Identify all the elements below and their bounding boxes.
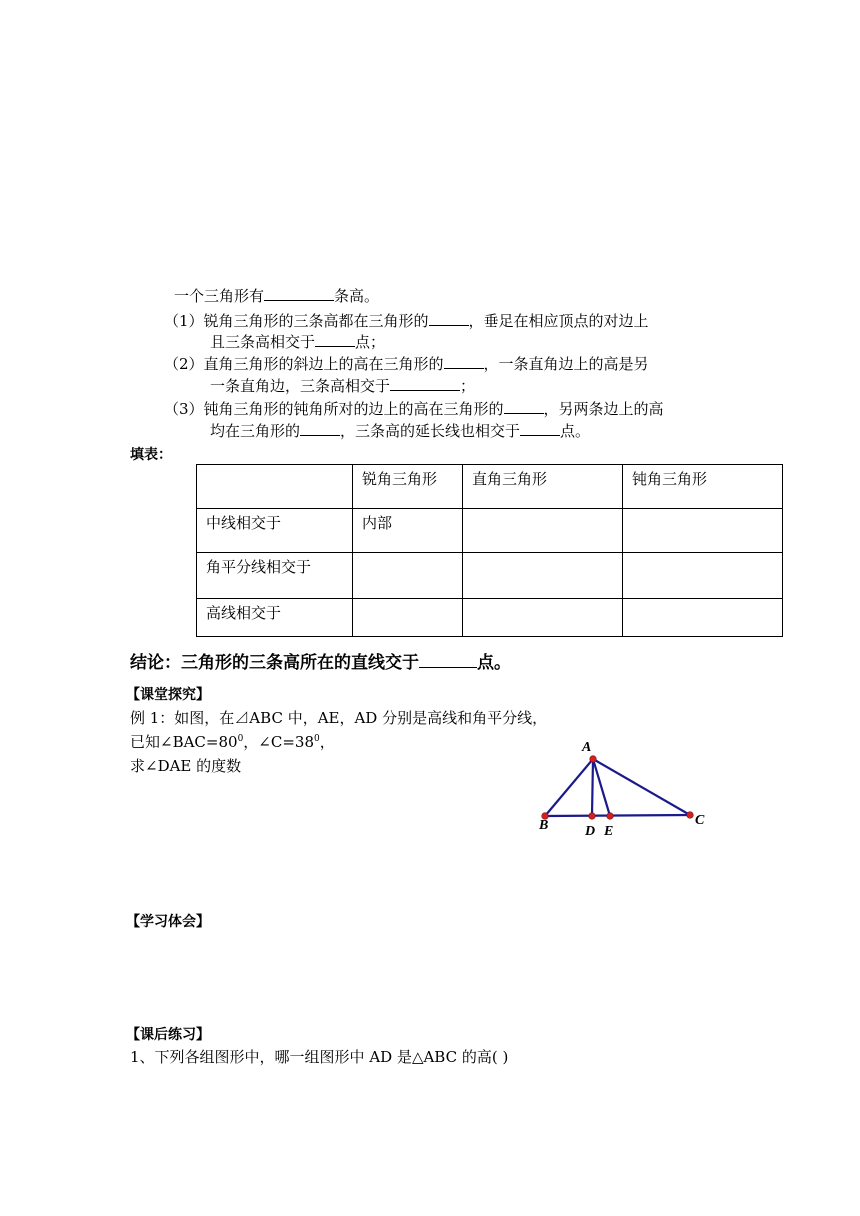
table-cell[interactable]: 内部 xyxy=(353,509,463,553)
intro-line-0: 一个三角形有 条高。 xyxy=(174,287,380,305)
table-row xyxy=(197,509,783,553)
table-cell[interactable] xyxy=(353,599,463,637)
table-row xyxy=(197,599,783,637)
row-label: 高线相交于 xyxy=(197,599,353,637)
row-label: 中线相交于 xyxy=(197,509,353,553)
table-header-row xyxy=(197,465,783,509)
blank[interactable] xyxy=(444,353,484,369)
intro-item-1: （1）锐角三角形的三条高都在三角形的 ，垂足在相应顶点的对边上 xyxy=(164,312,649,330)
section-heading-explore: 【课堂探究】 xyxy=(126,687,210,703)
intro-item-2-cont: 一条直角边，三条高相交于 ； xyxy=(210,377,476,395)
side-ab xyxy=(545,759,593,816)
label-c: C xyxy=(695,813,705,828)
table-header-cell: 锐角三角形 xyxy=(353,465,463,509)
section-heading-homework: 【课后练习】 xyxy=(126,1027,210,1043)
point-c xyxy=(687,812,694,819)
label-a: A xyxy=(582,740,592,755)
table-cell[interactable] xyxy=(463,599,623,637)
table-header-cell: 直角三角形 xyxy=(463,465,623,509)
blank[interactable] xyxy=(300,420,340,436)
blank[interactable] xyxy=(429,310,469,326)
label-b: B xyxy=(539,818,549,833)
blank[interactable] xyxy=(315,331,355,347)
table-caption: 填表： xyxy=(130,447,172,463)
example-1-line-1: 例 1：如图，在⊿ABC 中，AE，AD 分别是高线和角平分线， xyxy=(130,709,548,727)
blank[interactable] xyxy=(504,398,544,414)
blank[interactable] xyxy=(390,375,460,391)
label-e: E xyxy=(604,824,614,839)
segment-ad xyxy=(592,759,593,816)
table-cell[interactable] xyxy=(463,553,623,599)
blank[interactable] xyxy=(520,420,560,436)
table-cell[interactable] xyxy=(623,553,783,599)
table-cell[interactable] xyxy=(353,553,463,599)
intro-item-2: （2）直角三角形的斜边上的高在三角形的 ，一条直角边上的高是另 xyxy=(164,355,649,373)
table-cell[interactable] xyxy=(623,599,783,637)
intro-item-3: （3）钝角三角形的钝角所对的边上的高在三角形的 ，另两条边上的高 xyxy=(164,400,664,418)
example-1-line-2: 已知$\angle BAC=80^0$，$\angle C=38^0$， xyxy=(130,733,335,751)
homework-question-1: 1、下列各组图形中，哪一组图形中 AD 是△ABC 的高( ) xyxy=(130,1048,509,1066)
intro-item-3-cont: 均在三角形的 ，三条高的延长线也相交于 点。 xyxy=(210,422,591,440)
point-a xyxy=(590,756,597,763)
table-row xyxy=(197,553,783,599)
blank[interactable] xyxy=(419,650,477,668)
point-e xyxy=(607,813,614,820)
section-heading-reflection: 【学习体会】 xyxy=(126,914,210,930)
label-d: D xyxy=(585,824,596,839)
intro-item-1-cont: 且三条高相交于 点； xyxy=(210,333,386,351)
conclusion: 结论：三角形的三条高所在的直线交于 点。 xyxy=(130,650,511,676)
table-header-cell xyxy=(197,465,353,509)
table-header-cell: 钝角三角形 xyxy=(623,465,783,509)
blank[interactable] xyxy=(264,285,334,301)
point-d xyxy=(589,813,596,820)
table-cell[interactable] xyxy=(623,509,783,553)
table-cell[interactable] xyxy=(463,509,623,553)
example-1-line-3: 求∠DAE 的度数 xyxy=(130,757,242,775)
triangle-figure xyxy=(530,735,720,845)
row-label: 角平分线相交于 xyxy=(197,553,353,599)
side-bc xyxy=(545,815,690,816)
fill-in-table xyxy=(196,464,783,637)
triangle-lines xyxy=(545,759,690,816)
